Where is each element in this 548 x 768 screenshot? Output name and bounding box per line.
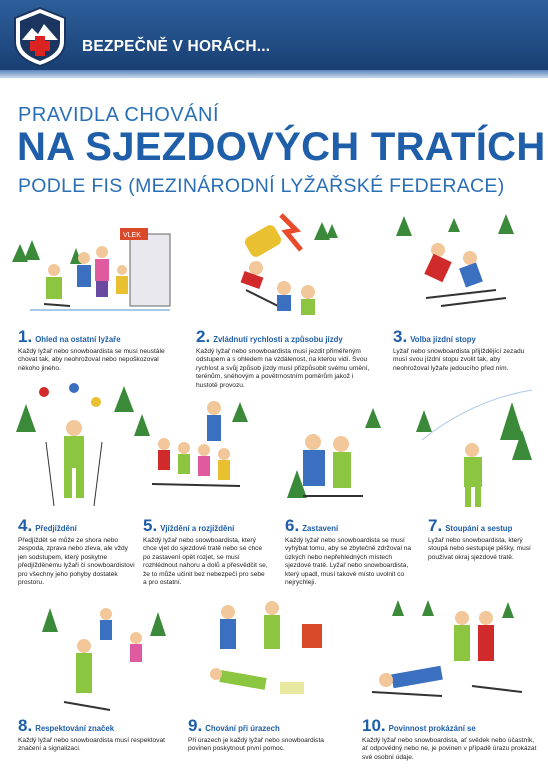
rule-10 bbox=[362, 716, 540, 762]
rule-title: Předjíždění bbox=[35, 524, 77, 533]
rule-number: 8. bbox=[18, 716, 33, 735]
rule-title: Chování při úrazech bbox=[205, 724, 280, 733]
overtaking-skier-illustration bbox=[14, 372, 144, 512]
group-entering-slope-illustration bbox=[128, 392, 260, 494]
headline-line3: PODLE FIS (MEZINÁRODNÍ LYŽAŘSKÉ FEDERACE) bbox=[18, 175, 505, 197]
fast-skier-crash-illustration bbox=[196, 210, 346, 322]
rule-number: 10. bbox=[362, 716, 386, 735]
rule-title: Vjíždění a rozjíždění bbox=[160, 524, 235, 533]
rule-text: Lyžař nebo snowboardista přijíždějící zezadu musí svou jízdní stopu zvolit tak, aby neohrožoval lyžaře jedoucího před ním. bbox=[393, 348, 525, 372]
rule-5 bbox=[143, 516, 269, 587]
rule-7 bbox=[428, 516, 540, 562]
rule-text: Každý lyžař nebo snowboardista, který chce vjet do sjezdové tratě nebo se chce po zastavení opět rozjet, se musí rozhlédnout nahoru a dolů a přesvědčit se, že to může učinit bez nebezpečí pro sebe a pro ostatní. bbox=[143, 537, 268, 587]
rule-8 bbox=[18, 716, 178, 754]
rule-text: Každý lyžař nebo snowboardista se musí vyhýbat tomu, aby se zbytečně zdržoval na úzkých nebo nepřehledných místech sjezdové tratě. Lyžař nebo snowboardista, který upadl, musí takové místo uvolnit co nejrychleji. bbox=[285, 537, 412, 587]
headline-line1: PRAVIDLA CHOVÁNÍ bbox=[18, 104, 220, 126]
rule-9 bbox=[188, 716, 348, 754]
skiers-collision-illustration bbox=[386, 206, 536, 318]
rule-number: 5. bbox=[143, 516, 158, 535]
rule-number: 6. bbox=[285, 516, 300, 535]
skier-with-sign-illustration bbox=[40, 598, 170, 716]
header-accent-strip bbox=[0, 70, 548, 78]
rule-title: Stoupání a sestup bbox=[445, 524, 513, 533]
rule-text: Každý lyžař nebo snowboardista musí respektovat značení a signalizaci. bbox=[18, 737, 165, 753]
rule-title: Zastavení bbox=[302, 524, 339, 533]
header-title: BEZPEČNĚ V HORÁCH... bbox=[82, 38, 271, 55]
rule-number: 1. bbox=[18, 327, 33, 346]
rule-text: Každý lyžař nebo snowboardista musí jezdit přiměřeným odstupem a s ohledem na vzdálenost, na kterou vidí. Svou rychlost a svůj způsob jízdy musí přizpůsobit svému umění, terénům, sněhovým a povětrnostním poměrům jakož i hustotě provozu. bbox=[196, 348, 370, 389]
rule-title: Zvládnutí rychlosti a způsobu jízdy bbox=[213, 335, 343, 344]
rule-title: Volba jízdní stopy bbox=[410, 335, 476, 344]
rule-2 bbox=[196, 327, 371, 390]
rule-text: Při úrazech je každý lyžař nebo snowboardista povinen poskytnout první pomoc. bbox=[188, 737, 324, 753]
rule-number: 2. bbox=[196, 327, 211, 346]
climbing-skier-illustration bbox=[412, 380, 536, 512]
rule-text: Každý lyžař nebo snowboardista se musí neustále chovat tak, aby neohrožoval nebo nepoškozoval někoho jiného. bbox=[18, 348, 165, 372]
rule-6 bbox=[285, 516, 413, 587]
mountain-rescue-cross-logo bbox=[13, 6, 67, 68]
rule-number: 7. bbox=[428, 516, 443, 535]
rule-number: 4. bbox=[18, 516, 33, 535]
skiers-waiting-at-lift-illustration bbox=[10, 222, 175, 324]
rule-text: Každý lyžař nebo snowboardista, ať svědek nebo účastník, ať odpovědný nebo ne, je povinen v případě úrazu prokázat své osobní údaje. bbox=[362, 737, 537, 761]
page-title: NA SJEZDOVÝCH TRATÍCH bbox=[17, 125, 546, 169]
svg-text:VLEK: VLEK bbox=[123, 232, 141, 239]
rule-1 bbox=[18, 327, 178, 373]
rule-title: Ohled na ostatní lyžaře bbox=[35, 335, 121, 344]
first-aid-scene-illustration bbox=[200, 594, 330, 706]
rule-number: 3. bbox=[393, 327, 408, 346]
stopping-skiers-illustration bbox=[283, 398, 385, 510]
accident-witness-illustration bbox=[352, 596, 538, 708]
rule-text: Lyžař nebo snowboardista, který stoupá nebo sestupuje pěšky, musí používat okraj sjezdové tratě. bbox=[428, 537, 531, 561]
rule-3 bbox=[393, 327, 533, 373]
rule-text: Předjíždět se může ze shora nebo zespoda, zprava nebo zleva, ale vždy jen sodstupem, který poskytne předjížděnému lyžaři či snowboardistovi pro všechny jeho pohyby dostatek prostoru. bbox=[18, 537, 135, 587]
rule-number: 9. bbox=[188, 716, 203, 735]
rule-title: Respektování značek bbox=[35, 724, 115, 733]
rule-4 bbox=[18, 516, 138, 587]
rule-title: Povinnost prokázání se bbox=[388, 724, 476, 733]
